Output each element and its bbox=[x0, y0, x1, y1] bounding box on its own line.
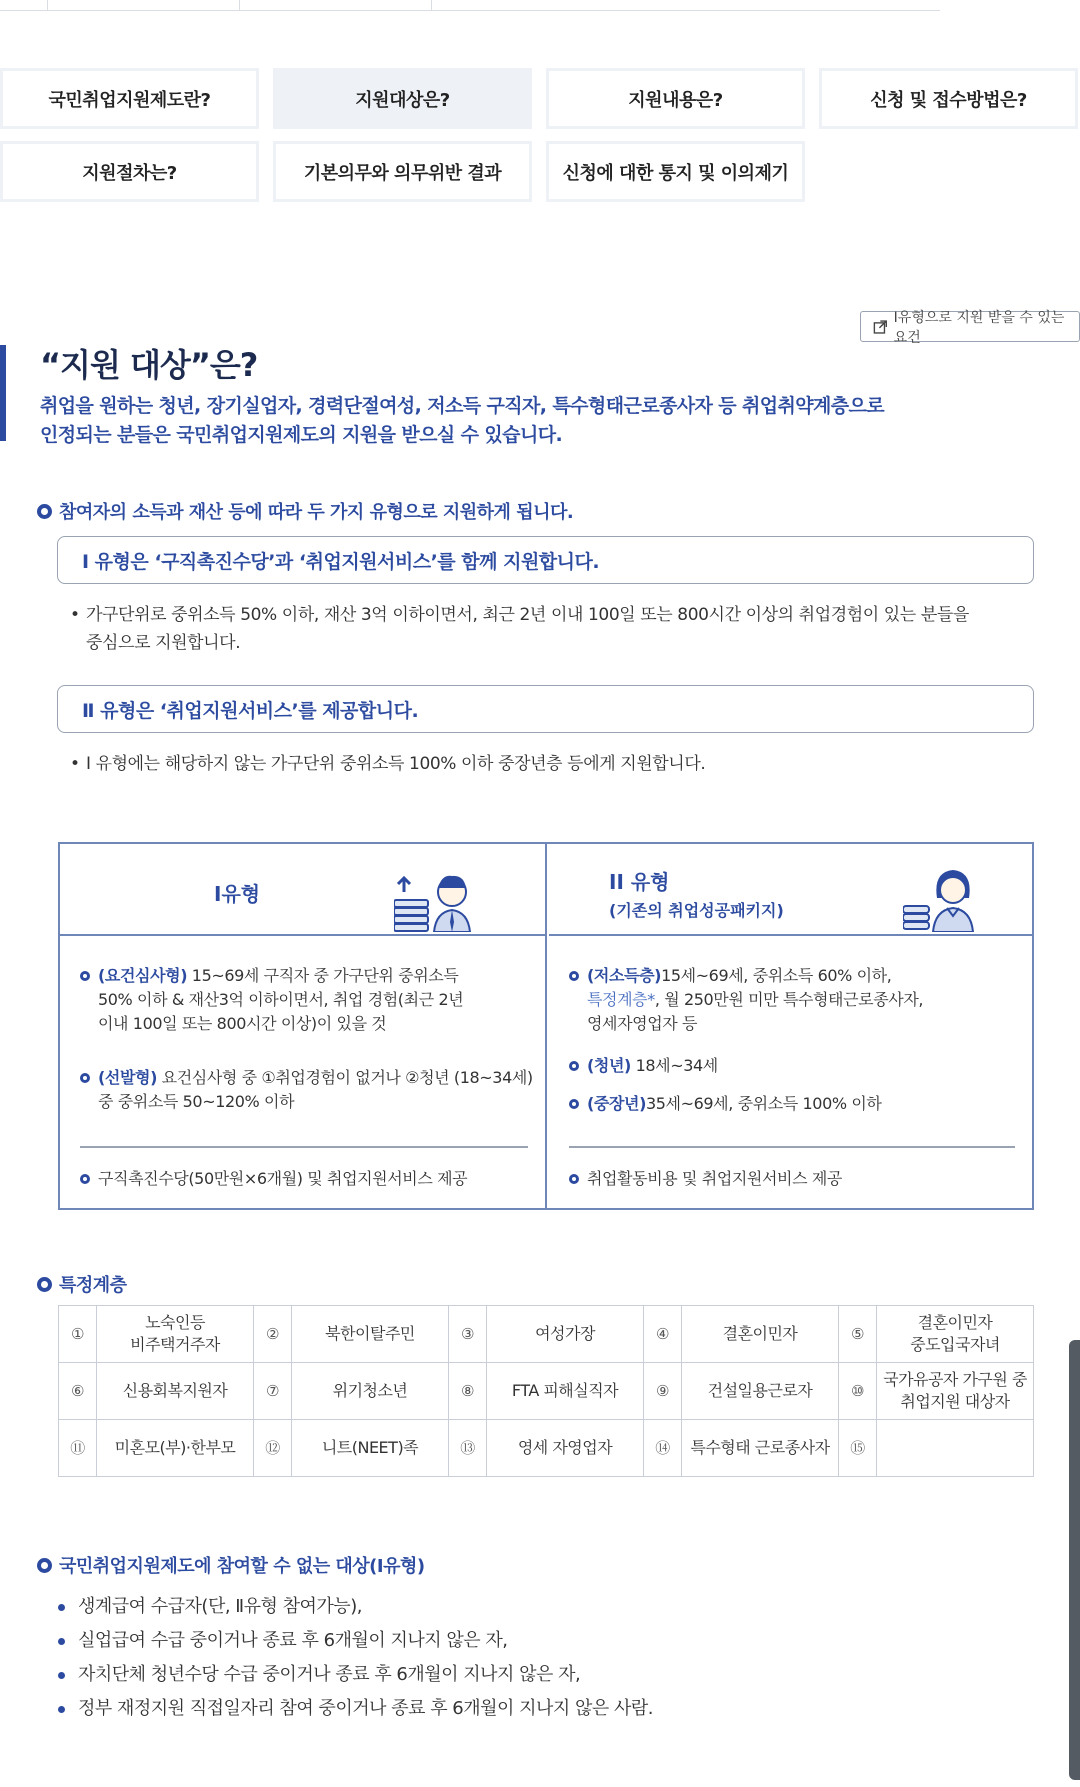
bullet-icon: • bbox=[70, 605, 80, 625]
type2-summary-text: Ⅱ 유형은 ‘취업지원서비스’를 제공합니다. bbox=[82, 699, 419, 722]
type1-summary-text: Ⅰ 유형은 ‘구직촉진수당’과 ‘취업지원서비스’를 함께 지원합니다. bbox=[82, 550, 600, 573]
external-link-icon bbox=[873, 319, 888, 335]
table-cell bbox=[877, 1306, 1034, 1363]
section-accent-bar bbox=[0, 345, 6, 441]
type1-item-screening-text: 이내 100일 또는 800시간 이상)이 있을 것 bbox=[98, 1014, 387, 1033]
circle-bullet-icon bbox=[37, 1277, 52, 1292]
type-comparison-table bbox=[58, 842, 1034, 1210]
table-cell-number: ⑥ bbox=[59, 1363, 97, 1420]
exclusions-list bbox=[58, 1590, 1018, 1726]
table-cell-number: ② bbox=[254, 1306, 292, 1363]
types-heading-text: 참여자의 소득과 재산 등에 따라 두 가지 유형으로 지원하게 됩니다. bbox=[59, 502, 574, 523]
type1-detail bbox=[70, 601, 1016, 657]
type2-benefit-text: 취업활동비용 및 취업지원서비스 제공 bbox=[587, 1169, 842, 1188]
type1-item-screening-text: 15~69세 구직자 중 가구단위 중위소득 bbox=[187, 966, 459, 985]
table-cell: 결혼이민자 bbox=[682, 1306, 839, 1363]
table-cell: 건설일용근로자 bbox=[682, 1363, 839, 1420]
scrollbar-thumb[interactable] bbox=[1069, 1340, 1080, 1780]
table-row bbox=[59, 1420, 1034, 1477]
type1-item-selection-tag: (선발형) bbox=[98, 1068, 157, 1087]
special-class-heading-text: 특정계층 bbox=[59, 1275, 127, 1296]
table-cell-number: ⑬ bbox=[449, 1420, 487, 1477]
table-cell-number: ⑭ bbox=[644, 1420, 682, 1477]
table-cell-number: ⑤ bbox=[839, 1306, 877, 1363]
circle-bullet-icon bbox=[80, 1073, 90, 1083]
table-cell-number: ① bbox=[59, 1306, 97, 1363]
type2-item-youth bbox=[587, 1054, 1017, 1078]
section-description bbox=[40, 392, 1000, 450]
type2-subtitle: (기존의 취업성공패키지) bbox=[609, 901, 784, 920]
top-tab[interactable] bbox=[0, 0, 48, 11]
table-cell: 신용회복지원자 bbox=[97, 1363, 254, 1420]
man-with-coins-icon bbox=[394, 870, 480, 932]
special-class-table bbox=[58, 1305, 1034, 1477]
type1-benefit-text: 구직촉진수당(50만원×6개월) 및 취업지원서비스 제공 bbox=[98, 1169, 468, 1188]
type1-item-selection-text: 요건심사형 중 ①취업경험이 없거나 ②청년 (18~34세) bbox=[157, 1068, 533, 1087]
type2-summary-box bbox=[57, 685, 1034, 733]
table-cell-number: ⑨ bbox=[644, 1363, 682, 1420]
circle-bullet-icon bbox=[37, 1558, 52, 1573]
top-tab-strip bbox=[0, 0, 940, 11]
type1-detail-line: 중심으로 지원합니다. bbox=[86, 633, 241, 653]
exclusions-heading bbox=[37, 1552, 425, 1578]
nav-eligibility[interactable]: 지원대상은? bbox=[273, 68, 532, 129]
type2-benefit bbox=[587, 1167, 1017, 1191]
type1-item-selection-text: 중 중위소득 50~120% 이하 bbox=[98, 1092, 295, 1111]
type1-item-screening-text: 50% 이하 & 재산3억 이하이면서, 취업 경험(최근 2년 bbox=[98, 990, 464, 1009]
table-row bbox=[59, 1363, 1034, 1420]
type1-requirements-link-label: I유형으로 지원 받을 수 있는 요건 bbox=[893, 309, 1065, 346]
circle-bullet-icon bbox=[37, 504, 52, 519]
exclusions-heading-text: 국민취업지원제도에 참여할 수 없는 대상(Ⅰ유형) bbox=[59, 1556, 425, 1577]
table-cell-text: 취업지원 대상자 bbox=[900, 1392, 1010, 1411]
circle-bullet-icon bbox=[569, 971, 579, 981]
circle-bullet-icon bbox=[80, 1174, 90, 1184]
table-cell-number: ⑫ bbox=[254, 1420, 292, 1477]
type2-header bbox=[549, 844, 1034, 936]
type1-requirements-link[interactable] bbox=[860, 309, 1080, 346]
circle-bullet-icon bbox=[80, 971, 90, 981]
table-cell bbox=[877, 1420, 1034, 1477]
section-description-line: 인정되는 분들은 국민취업지원제도의 지원을 받으실 수 있습니다. bbox=[40, 424, 563, 446]
divider bbox=[80, 1146, 528, 1148]
table-cell bbox=[97, 1306, 254, 1363]
type2-detail-line: Ⅰ 유형에는 해당하지 않는 가구단위 중위소득 100% 이하 중장년층 등에게 지원합니다. bbox=[86, 754, 706, 774]
top-tab[interactable] bbox=[240, 0, 432, 11]
circle-bullet-icon bbox=[569, 1099, 579, 1109]
type2-item-low-income-tag: (저소득층) bbox=[587, 966, 662, 985]
type2-item-low-income-text: 영세자영업자 등 bbox=[587, 1014, 698, 1033]
table-cell-number: ⑧ bbox=[449, 1363, 487, 1420]
list-item: 자치단체 청년수당 수급 중이거나 종료 후 6개월이 지나지 않은 자, bbox=[58, 1658, 1018, 1692]
types-heading bbox=[37, 498, 573, 524]
table-cell: 북한이탈주민 bbox=[292, 1306, 449, 1363]
type2-title: II 유형 bbox=[609, 870, 670, 894]
type1-item-selection bbox=[98, 1066, 538, 1114]
type2-item-middle-aged bbox=[587, 1092, 1017, 1116]
type2-column bbox=[549, 844, 1034, 1208]
table-cell-text: 국가유공자 가구원 중 bbox=[883, 1370, 1027, 1389]
list-item: 생계급여 수급자(단, Ⅱ유형 참여가능), bbox=[58, 1590, 1018, 1624]
table-cell-number: ④ bbox=[644, 1306, 682, 1363]
type2-item-low-income bbox=[587, 964, 1017, 1036]
special-class-heading bbox=[37, 1271, 127, 1297]
special-class-link[interactable]: 특정계층* bbox=[587, 990, 655, 1009]
type2-item-middle-aged-tag: (중장년) bbox=[587, 1094, 646, 1113]
type1-detail-line: 가구단위로 중위소득 50% 이하, 재산 3억 이하이면서, 최근 2년 이내 100일 또는 800시간 이상의 취업경험이 있는 분들을 bbox=[86, 605, 969, 625]
table-cell-text: 노숙인등 bbox=[145, 1313, 205, 1332]
table-cell-number: ③ bbox=[449, 1306, 487, 1363]
type2-item-low-income-text: , 월 250만원 미만 특수형태근로종사자, bbox=[654, 990, 924, 1009]
table-cell-number: ⑩ bbox=[839, 1363, 877, 1420]
woman-with-coins-icon bbox=[903, 868, 985, 932]
type2-item-low-income-text: 15세~69세, 중위소득 60% 이하, bbox=[661, 966, 892, 985]
table-cell: FTA 피해실직자 bbox=[487, 1363, 644, 1420]
table-cell: 니트(NEET)족 bbox=[292, 1420, 449, 1477]
type2-detail bbox=[70, 750, 1016, 778]
nav-application[interactable]: 신청 및 접수방법은? bbox=[819, 68, 1078, 129]
type1-summary-box bbox=[57, 536, 1034, 584]
bullet-icon: • bbox=[70, 754, 80, 774]
table-cell-text: 비주택거주자 bbox=[130, 1335, 220, 1354]
type1-item-screening-tag: (요건심사형) bbox=[98, 966, 188, 985]
table-cell-number: ⑦ bbox=[254, 1363, 292, 1420]
section-description-line: 취업을 원하는 청년, 장기실업자, 경력단절여성, 저소득 구직자, 특수형태근로종사자 등 취업취약계층으로 bbox=[40, 395, 885, 417]
nav-notification-appeal[interactable]: 신청에 대한 통지 및 이의제기 bbox=[546, 141, 805, 202]
page-title: “지원 대상”은? bbox=[40, 346, 258, 384]
type1-benefit bbox=[98, 1167, 528, 1191]
table-cell-number: ⑪ bbox=[59, 1420, 97, 1477]
table-row bbox=[59, 1306, 1034, 1363]
type2-item-middle-aged-text: 35세~69세, 중위소득 100% 이하 bbox=[646, 1094, 882, 1113]
top-tab[interactable] bbox=[48, 0, 240, 11]
type1-item-screening bbox=[98, 964, 528, 1036]
table-cell: 위기청소년 bbox=[292, 1363, 449, 1420]
list-item: 실업급여 수급 중이거나 종료 후 6개월이 지나지 않은 자, bbox=[58, 1624, 1018, 1658]
divider bbox=[569, 1146, 1015, 1148]
type1-title: I유형 bbox=[214, 882, 261, 906]
type1-column bbox=[60, 844, 547, 1208]
list-item: 정부 재정지원 직접일자리 참여 중이거나 종료 후 6개월이 지나지 않은 사람. bbox=[58, 1692, 1018, 1726]
table-cell-text: 결혼이민자 bbox=[917, 1313, 993, 1332]
circle-bullet-icon bbox=[569, 1061, 579, 1071]
table-cell: 특수형태 근로종사자 bbox=[682, 1420, 839, 1477]
nav-obligations[interactable]: 기본의무와 의무위반 결과 bbox=[273, 141, 532, 202]
circle-bullet-icon bbox=[569, 1174, 579, 1184]
table-cell: 영세 자영업자 bbox=[487, 1420, 644, 1477]
table-cell-number: ⑮ bbox=[839, 1420, 877, 1477]
nav-support-content[interactable]: 지원내용은? bbox=[546, 68, 805, 129]
type1-header bbox=[60, 844, 545, 936]
table-cell bbox=[877, 1363, 1034, 1420]
nav-procedure[interactable]: 지원절차는? bbox=[0, 141, 259, 202]
nav-what-is[interactable]: 국민취업지원제도란? bbox=[0, 68, 259, 129]
table-cell-text: 중도입국자녀 bbox=[910, 1335, 1000, 1354]
type2-item-youth-text: 18세~34세 bbox=[630, 1056, 718, 1075]
table-cell: 여성가장 bbox=[487, 1306, 644, 1363]
type2-item-youth-tag: (청년) bbox=[587, 1056, 631, 1075]
table-cell: 미혼모(부)·한부모 bbox=[97, 1420, 254, 1477]
